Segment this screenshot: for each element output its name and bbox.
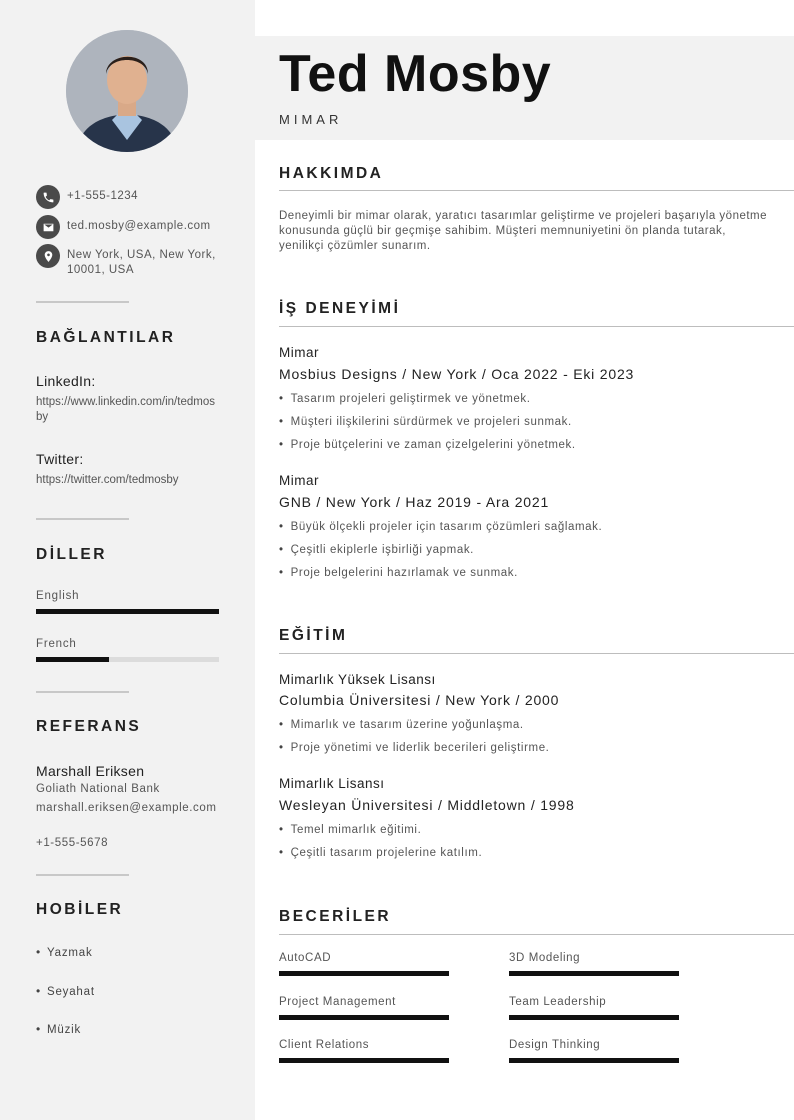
bullet-text: Proje belgelerini hazırlamak ve sunmak. [290,567,518,579]
skill-name: Project Management [279,996,396,1008]
person-name: Ted Mosby [279,45,552,103]
hobbies-heading: HOBİLER [36,901,124,918]
contact-address [36,244,227,278]
person-role: MIMAR [279,112,343,127]
twitter-url[interactable]: https://twitter.com/tedmosby [36,474,179,486]
language-name: English [36,590,80,602]
skill-level-bar [509,1058,679,1063]
section-divider [279,326,794,327]
skill-name: Client Relations [279,1039,370,1051]
contact-email [36,215,227,239]
bullet-text: Müşteri ilişkilerini sürdürmek ve projeleri sunmak. [290,416,572,428]
job-company-line: Mosbius Designs / New York / Oca 2022 - Eki 2023 [279,366,635,382]
hobby-label: Müzik [47,1024,82,1036]
skill-name: Team Leadership [509,996,607,1008]
hobby-label: Yazmak [47,947,93,959]
sidebar-divider [36,691,129,693]
job-bullet: • Proje bütçelerini ve zaman çizelgelerini yönetmek. [279,439,576,451]
skill-name: Design Thinking [509,1039,601,1051]
contact-phone [36,185,227,209]
profile-photo-icon [66,30,188,152]
skills-heading: BECERİLER [279,908,392,925]
twitter-label: Twitter: [36,451,84,467]
reference-phone: +1-555-5678 [36,837,109,849]
bullet-text: Çeşitli tasarım projelerine katılım. [290,847,483,859]
email-icon [36,215,60,239]
email-text: ted.mosby@example.com [67,220,211,232]
section-divider [279,190,794,191]
education-bullet: • Proje yönetimi ve liderlik becerileri geliştirme. [279,742,550,754]
links-heading: BAĞLANTILAR [36,329,176,346]
bullet-text: Proje yönetimi ve liderlik becerileri geliştirme. [290,742,550,754]
hobby-item: • Müzik [36,1022,82,1036]
phone-icon [36,185,60,209]
location-pin-icon [36,244,60,268]
job-bullet: • Müşteri ilişkilerini sürdürmek ve projeleri sunmak. [279,416,572,428]
degree-title: Mimarlık Yüksek Lisansı [279,672,436,687]
hobby-item: • Yazmak [36,945,93,959]
experience-heading: İŞ DENEYİMİ [279,300,401,317]
hobby-item: • Seyahat [36,984,95,998]
bullet-text: Çeşitli ekiplerle işbirliği yapmak. [290,544,474,556]
language-level-fill [36,609,219,614]
skill-name: AutoCAD [279,952,332,964]
job-bullet: • Çeşitli ekiplerle işbirliği yapmak. [279,544,474,556]
about-text: Deneyimli bir mimar olarak, yaratıcı tasarımlar geliştirme ve projeleri başarıyla yönetme konusunda güçlü bir geçmişe sahibim. Müşteri memnuniyetini ön planda tutarak, yenilikçi çözümler sunarım. [279,210,768,252]
sidebar-divider [36,301,129,303]
bullet-text: Proje bütçelerini ve zaman çizelgelerini yönetmek. [290,439,576,451]
skill-level-bar [509,971,679,976]
language-level-fill [36,657,109,662]
hobby-label: Seyahat [47,986,95,998]
references-heading: REFERANS [36,718,142,735]
education-bullet: • Mimarlık ve tasarım üzerine yoğunlaşma. [279,719,524,731]
address-text: New York, USA, New York, 10001, USA [67,249,216,276]
school-line: Columbia Üniversitesi / New York / 2000 [279,692,560,708]
skill-level-bar [279,971,449,976]
language-level-bar [36,657,219,662]
reference-company: Goliath National Bank [36,783,160,795]
bullet-text: Tasarım projeleri geliştirmek ve yönetmek. [290,393,531,405]
skill-name: 3D Modeling [509,952,581,964]
section-divider [279,934,794,935]
job-bullet: • Tasarım projeleri geliştirmek ve yönetmek. [279,393,531,405]
degree-title: Mimarlık Lisansı [279,776,385,791]
languages-heading: DİLLER [36,546,107,563]
sidebar-divider [36,518,129,520]
job-bullet: • Büyük ölçekli projeler için tasarım çözümleri sağlamak. [279,521,603,533]
language-name: French [36,638,77,650]
linkedin-label: LinkedIn: [36,373,96,389]
job-bullet: • Proje belgelerini hazırlamak ve sunmak. [279,567,518,579]
bullet-text: Büyük ölçekli projeler için tasarım çözümleri sağlamak. [290,521,603,533]
job-company-line: GNB / New York / Haz 2019 - Ara 2021 [279,494,550,510]
sidebar-divider [36,874,129,876]
skill-level-bar [509,1015,679,1020]
skill-level-bar [279,1015,449,1020]
education-heading: EĞİTİM [279,627,348,644]
job-title: Mimar [279,345,319,360]
language-level-bar [36,609,219,614]
job-title: Mimar [279,473,319,488]
education-bullet: • Temel mimarlık eğitimi. [279,824,422,836]
bullet-text: Temel mimarlık eğitimi. [290,824,422,836]
education-bullet: • Çeşitli tasarım projelerine katılım. [279,847,483,859]
reference-name: Marshall Eriksen [36,763,145,779]
school-line: Wesleyan Üniversitesi / Middletown / 1998 [279,797,575,813]
section-divider [279,653,794,654]
linkedin-url[interactable]: https://www.linkedin.com/in/tedmosby [36,396,215,423]
avatar [66,30,188,152]
about-heading: HAKKIMDA [279,165,384,182]
reference-email[interactable]: marshall.eriksen@example.com [36,802,217,814]
bullet-text: Mimarlık ve tasarım üzerine yoğunlaşma. [290,719,524,731]
phone-text: +1-555-1234 [67,190,139,202]
skill-level-bar [279,1058,449,1063]
